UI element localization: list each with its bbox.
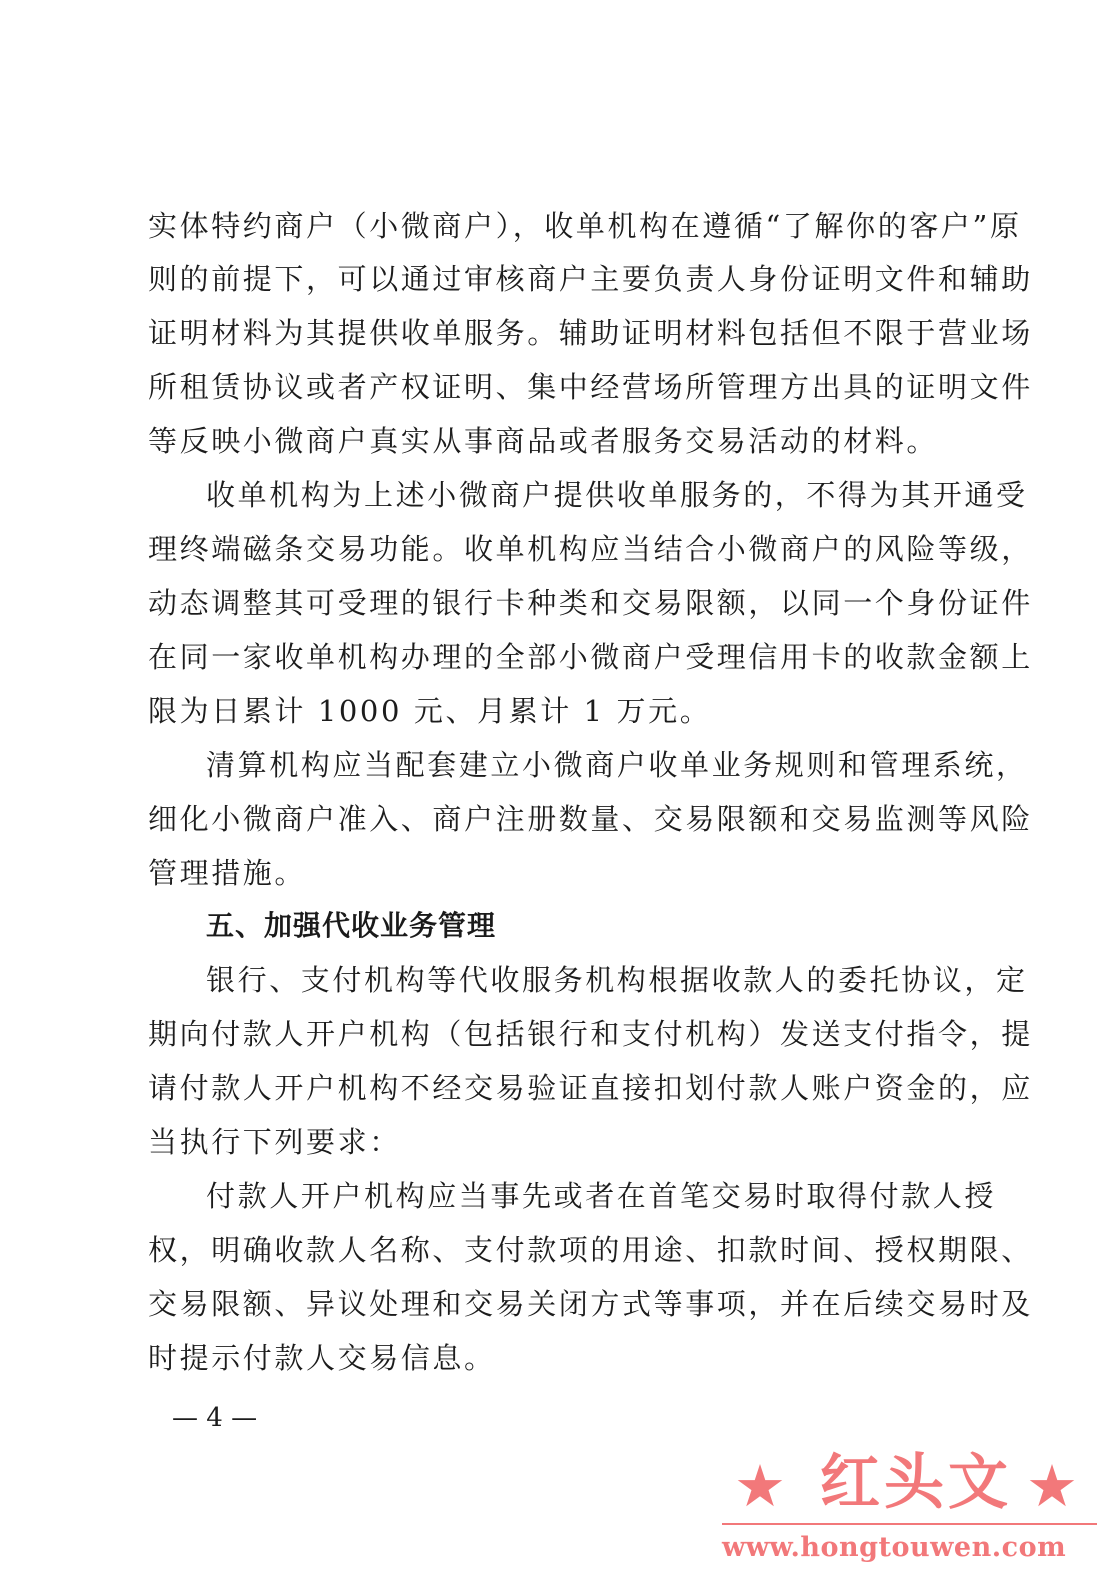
paragraph-line: 则的前提下，可以通过审核商户主要负责人身份证明文件和辅助 bbox=[148, 262, 1033, 296]
watermark-url: www.hongtouwen.com bbox=[722, 1532, 1067, 1563]
paragraph-line: 请付款人开户机构不经交易验证直接扣划付款人账户资金的，应 bbox=[148, 1071, 1033, 1105]
paragraph-line: 时提示付款人交易信息。 bbox=[148, 1341, 496, 1375]
paragraph-line: 权，明确收款人名称、支付款项的用途、扣款时间、授权期限、 bbox=[148, 1233, 1033, 1267]
paragraph-line: 收单机构为上述小微商户提供收单服务的，不得为其开通受 bbox=[206, 478, 1028, 512]
paragraph-line: 管理措施。 bbox=[148, 856, 307, 890]
paragraph-line: 等反映小微商户真实从事商品或者服务交易活动的材料。 bbox=[148, 424, 939, 458]
watermark-star-icon: ★ bbox=[1026, 1452, 1078, 1520]
paragraph-line: 动态调整其可受理的银行卡种类和交易限额，以同一个身份证件 bbox=[148, 586, 1033, 620]
page-number: — 4 — bbox=[172, 1403, 258, 1433]
paragraph-line: 当执行下列要求： bbox=[148, 1125, 401, 1159]
paragraph-line: 理终端磁条交易功能。收单机构应当结合小微商户的风险等级， bbox=[148, 532, 1033, 566]
paragraph-line: 证明材料为其提供收单服务。辅助证明材料包括但不限于营业场 bbox=[148, 316, 1033, 350]
paragraph-line: 清算机构应当配套建立小微商户收单业务规则和管理系统， bbox=[206, 748, 1028, 782]
watermark-divider bbox=[722, 1523, 1097, 1525]
section-heading: 五、加强代收业务管理 bbox=[206, 909, 497, 942]
paragraph-line: 在同一家收单机构办理的全部小微商户受理信用卡的收款金额上 bbox=[148, 640, 1033, 674]
paragraph-line: 限为日累计 1000 元、月累计 1 万元。 bbox=[148, 694, 712, 728]
watermark-star-icon: ★ bbox=[734, 1452, 786, 1520]
watermark-title: 红头文 bbox=[820, 1448, 1012, 1518]
paragraph-line: 银行、支付机构等代收服务机构根据收款人的委托协议，定 bbox=[206, 963, 1028, 997]
paragraph-line: 实体特约商户（小微商户），收单机构在遵循“了解你的客户”原 bbox=[148, 209, 1022, 243]
paragraph-line: 所租赁协议或者产权证明、集中经营场所管理方出具的证明文件 bbox=[148, 370, 1033, 404]
paragraph-line: 付款人开户机构应当事先或者在首笔交易时取得付款人授 bbox=[206, 1179, 997, 1213]
paragraph-line: 交易限额、异议处理和交易关闭方式等事项，并在后续交易时及 bbox=[148, 1287, 1033, 1321]
paragraph-line: 期向付款人开户机构（包括银行和支付机构）发送支付指令，提 bbox=[148, 1017, 1033, 1051]
paragraph-line: 细化小微商户准入、商户注册数量、交易限额和交易监测等风险 bbox=[148, 802, 1033, 836]
